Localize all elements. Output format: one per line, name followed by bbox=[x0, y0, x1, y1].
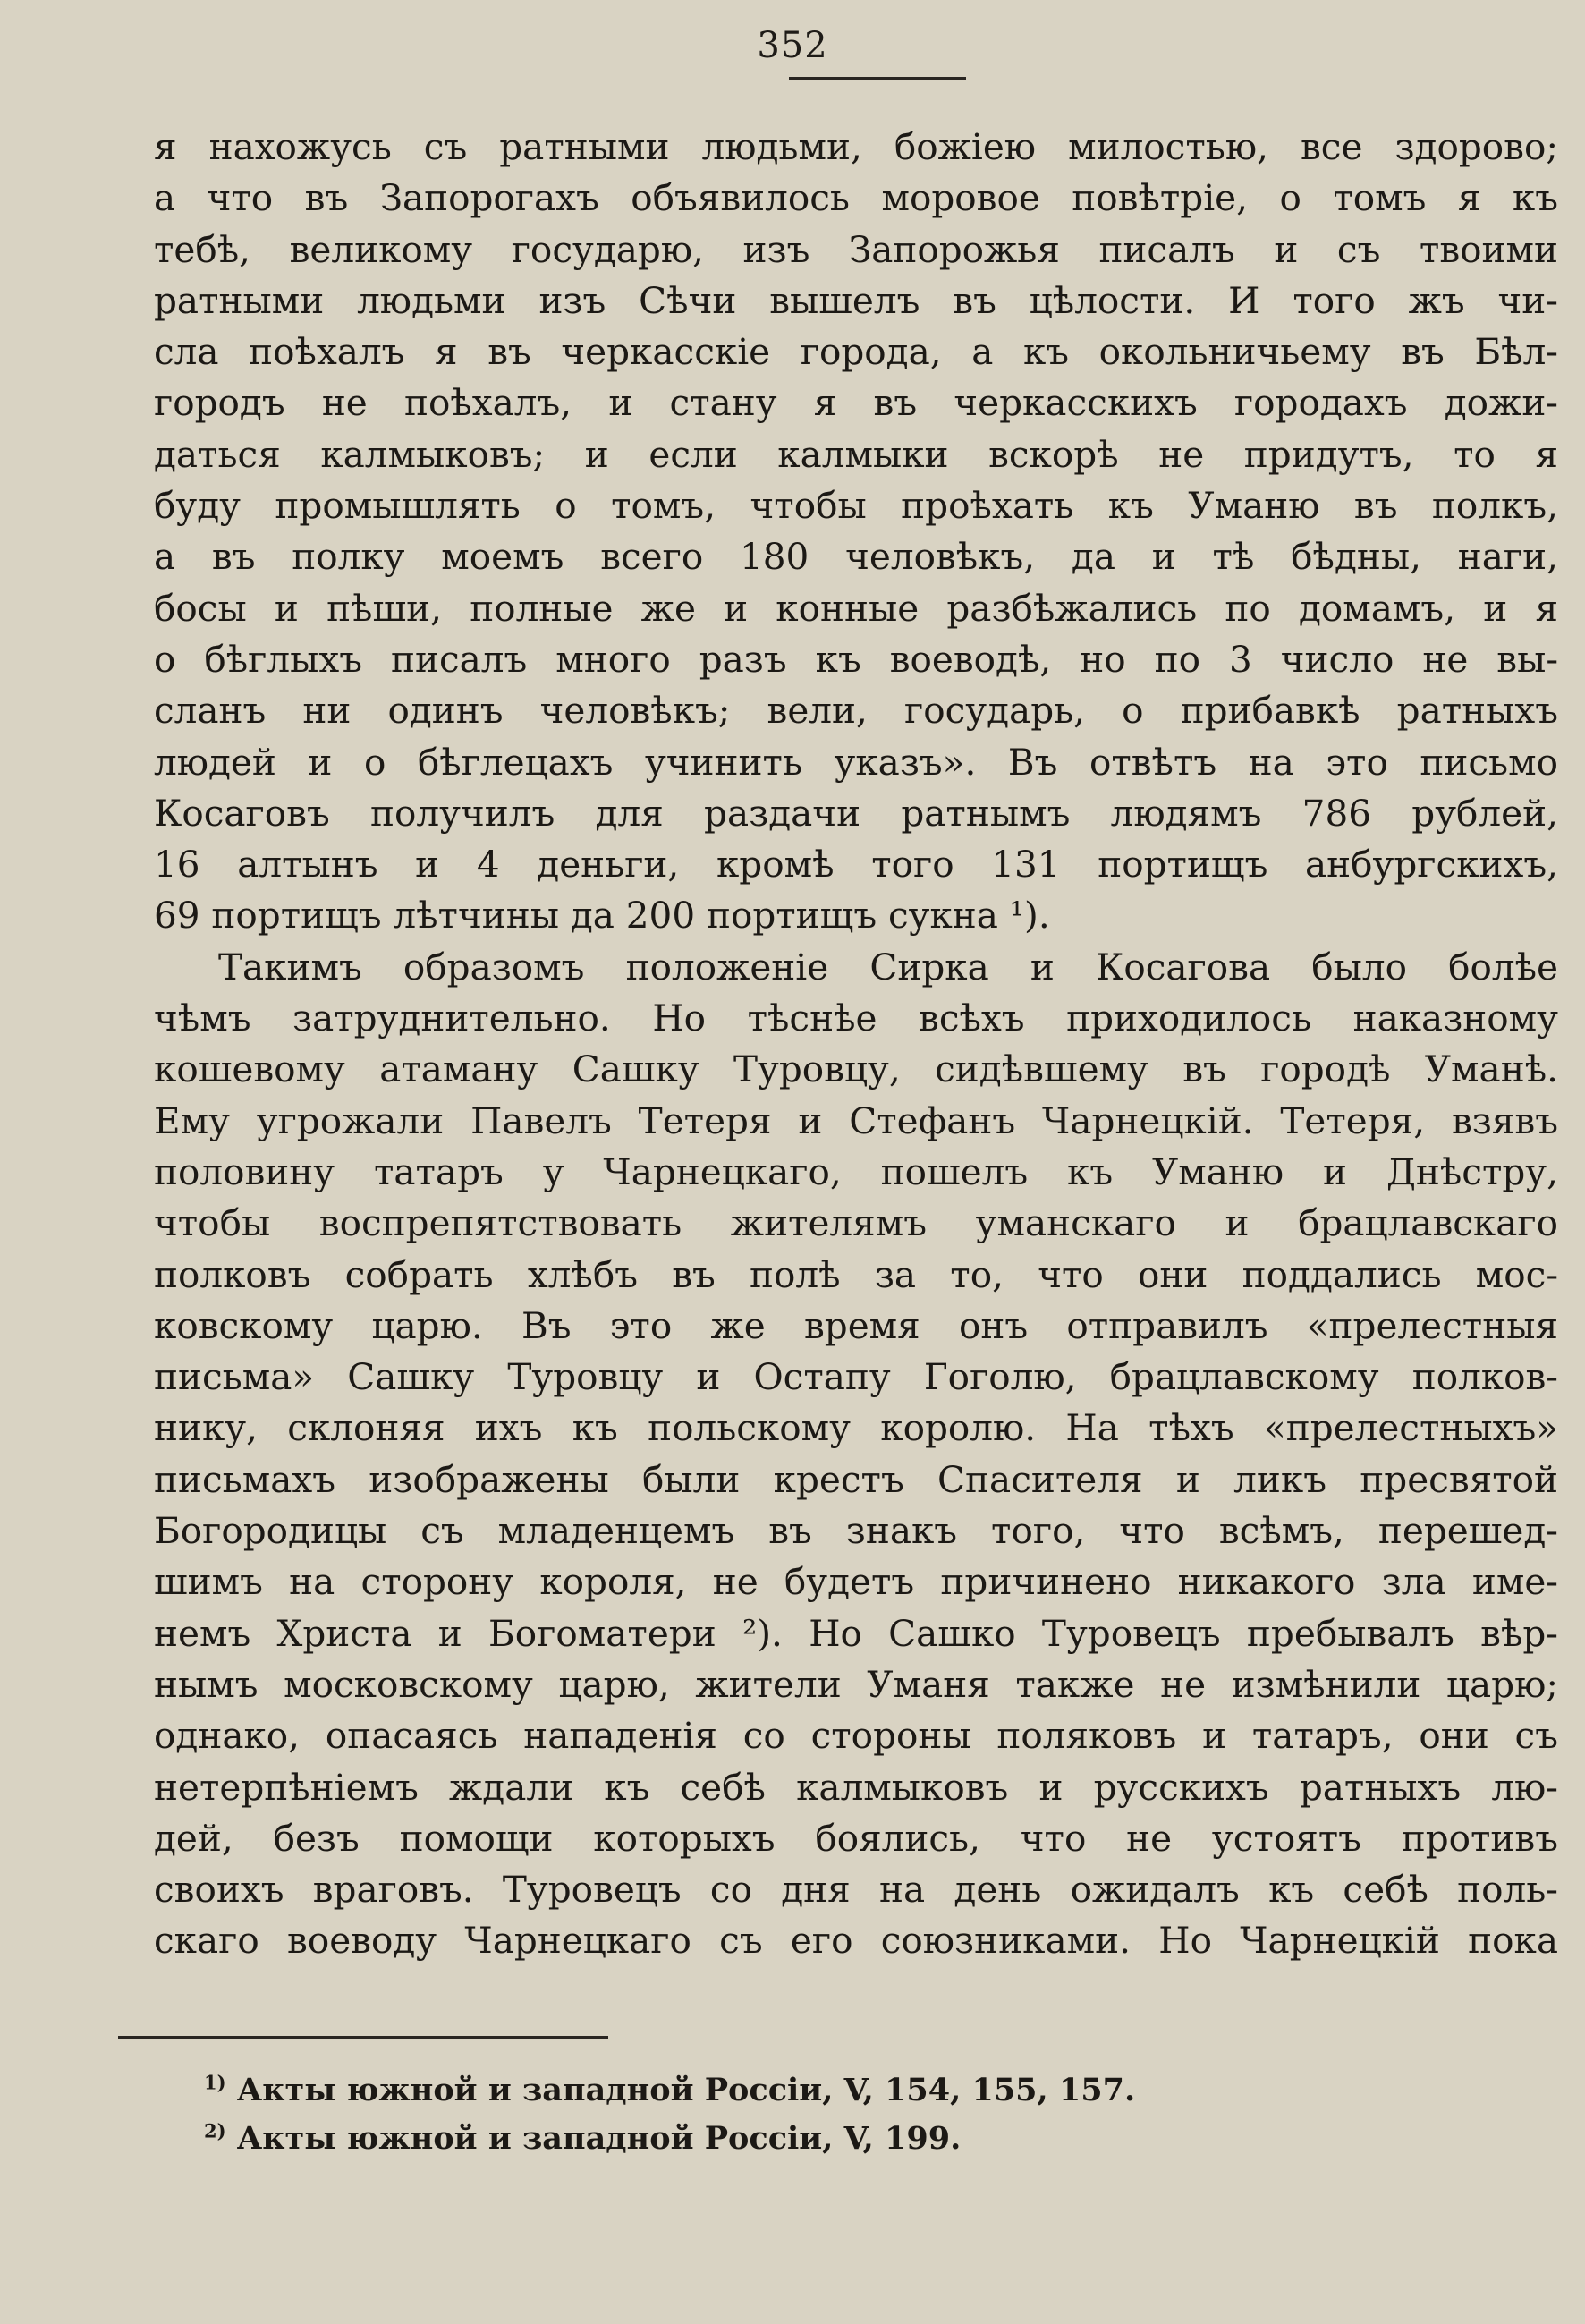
text-line: полковъ собрать хлѣбъ въ полѣ за то, что они поддались мос- bbox=[154, 1252, 1558, 1296]
footnotes bbox=[204, 2066, 1135, 2163]
text-line: городъ не поѣхалъ, и стану я въ черкасскихъ городахъ дожи- bbox=[154, 381, 1558, 425]
text-line: а въ полку моемъ всего 180 человѣкъ, да и тѣ бѣдны, наги, bbox=[154, 535, 1558, 579]
text-line: ратными людьми изъ Сѣчи вышелъ въ цѣлости. И того жъ чи- bbox=[154, 278, 1558, 322]
text-line: 69 портищъ лѣтчины да 200 портищъ сукна ¹). bbox=[154, 894, 1050, 937]
footnote-text: Акты южной и западной Россіи, V, 154, 155, 157. bbox=[236, 2072, 1136, 2108]
text-line: немъ Христа и Богоматери ²). Но Сашко Туровецъ пребывалъ вѣр- bbox=[154, 1611, 1558, 1655]
text-line: чтобы воспрепятствовать жителямъ уманскаго и брацлавскаго bbox=[154, 1201, 1558, 1245]
text-line: скаго воеводу Чарнецкаго съ его союзниками. Но Чарнецкій пока bbox=[154, 1919, 1558, 1963]
text-line: я нахожусь съ ратными людьми, божіею милостью, все здорово; bbox=[154, 125, 1558, 168]
text-line: ковскому царю. Въ это же время онъ отправилъ «прелестныя bbox=[154, 1303, 1558, 1347]
text-line: Богородицы съ младенцемъ въ знакъ того, что всѣмъ, перешед- bbox=[154, 1509, 1558, 1553]
text-line: о бѣглыхъ писалъ много разъ къ воеводѣ, но по 3 число не вы- bbox=[154, 637, 1558, 681]
text-line: кошевому атаману Сашку Туровцу, сидѣвшему въ городѣ Уманѣ. bbox=[154, 1047, 1558, 1091]
text-line: 16 алтынъ и 4 деньги, кромѣ того 131 портищъ анбургскихъ, bbox=[154, 843, 1558, 886]
text-line: а что въ Запорогахъ объявилось моровое повѣтріе, о томъ я къ bbox=[154, 176, 1558, 220]
text-line: людей и о бѣглецахъ учинить указъ». Въ отвѣтъ на это письмо bbox=[154, 740, 1558, 784]
text-line: сланъ ни одинъ человѣкъ; вели, государь, о прибавкѣ ратныхъ bbox=[154, 689, 1558, 733]
text-line: дей, безъ помощи которыхъ боялись, что не устоятъ противъ bbox=[154, 1816, 1558, 1860]
text-line: Ему угрожали Павелъ Тетеря и Стефанъ Чарнецкій. Тетеря, взявъ bbox=[154, 1098, 1558, 1142]
text-line: босы и пѣши, полные же и конные разбѣжались по домамъ, и я bbox=[154, 586, 1558, 630]
text-line: нымъ московскому царю, жители Уманя также не измѣнили царю; bbox=[154, 1662, 1558, 1706]
text-line: даться калмыковъ; и если калмыки вскорѣ не придутъ, то я bbox=[154, 432, 1558, 476]
footnote-rule bbox=[118, 2036, 608, 2039]
text-line: Косаговъ получилъ для раздачи ратнымъ людямъ 786 рублей, bbox=[154, 791, 1558, 835]
text-line: нику, склоняя ихъ къ польскому королю. На тѣхъ «прелестныхъ» bbox=[154, 1406, 1558, 1450]
page-number: 352 bbox=[757, 25, 828, 66]
footnote-marker: 1) bbox=[204, 2071, 226, 2094]
text-line: чѣмъ затруднительно. Но тѣснѣе всѣхъ приходилось наказному bbox=[154, 997, 1558, 1040]
footnote-marker: 2) bbox=[204, 2119, 226, 2142]
footnote-2 bbox=[204, 2115, 1135, 2163]
text-line: шимъ на сторону короля, не будетъ причинено никакого зла име- bbox=[154, 1560, 1558, 1604]
text-line: половину татаръ у Чарнецкаго, пошелъ къ Уманю и Днѣстру, bbox=[154, 1149, 1558, 1193]
text-line: однако, опасаясь нападенія со стороны поляковъ и татаръ, они съ bbox=[154, 1714, 1558, 1758]
text-line: письмахъ изображены были крестъ Спасителя и ликъ пресвятой bbox=[154, 1457, 1558, 1501]
text-line: нетерпѣніемъ ждали къ себѣ калмыковъ и русскихъ ратныхъ лю- bbox=[154, 1765, 1558, 1809]
footnote-1 bbox=[204, 2066, 1135, 2115]
footnote-text: Акты южной и западной Россіи, V, 199. bbox=[236, 2120, 962, 2157]
text-line: своихъ враговъ. Туровецъ со дня на день ожидалъ къ себѣ поль- bbox=[154, 1868, 1558, 1912]
text-line: сла поѣхалъ я въ черкасскіе города, а къ окольничьему въ Бѣл- bbox=[154, 330, 1558, 374]
text-line: буду промышлять о томъ, чтобы проѣхать къ Уманю въ полкъ, bbox=[154, 484, 1558, 528]
body-text bbox=[154, 122, 1558, 1967]
text-line: письма» Сашку Туровцу и Остапу Гоголю, брацлавскому полков- bbox=[154, 1355, 1558, 1399]
text-line: тебѣ, великому государю, изъ Запорожья писалъ и съ твоими bbox=[154, 227, 1558, 271]
header-rule bbox=[789, 77, 966, 80]
paragraph-start-line: Такимъ образомъ положеніе Сирка и Косагова было болѣе bbox=[218, 945, 1558, 988]
